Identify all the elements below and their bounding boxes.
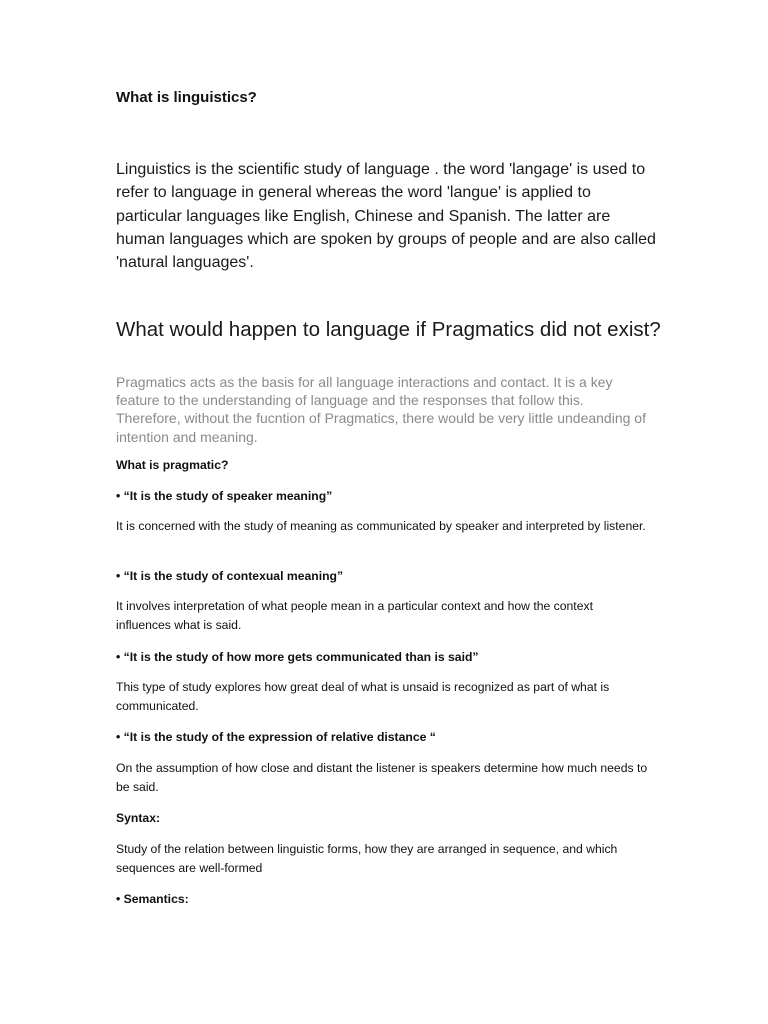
section-paragraph: Pragmatics acts as the basis for all language interactions and contact. It is a key feature to the understanding of language and the responses that follow this. Therefore, without the fucntion of Pragmatics, there would be very little undeanding of intention and meaning. — [116, 374, 646, 445]
intro-paragraph: Linguistics is the scientific study of language . the word 'langage' is used to refer to language in general whereas the word 'langue' is applied to particular languages like English, Chinese and Spanish. The latter are human languages which are spoken by groups of people and are also called 'natural languages'. — [116, 161, 656, 272]
text-contextual-meaning: It involves interpretation of what people mean in a particular context and how the context influences what is said. — [116, 599, 593, 632]
bullet-relative-distance: • “It is the study of the expression of relative distance “ — [116, 730, 436, 744]
semantics-heading: • Semantics: — [116, 892, 189, 906]
bullet-more-communicated: • “It is the study of how more gets communicated than is said” — [116, 650, 479, 664]
syntax-paragraph: Study of the relation between linguistic forms, how they are arranged in sequence, and which sequences are well-formed — [116, 842, 618, 875]
pragmatic-heading: What is pragmatic? — [116, 458, 229, 472]
section-heading: What would happen to language if Pragmatics did not exist? — [116, 318, 661, 341]
text-relative-distance: On the assumption of how close and distant the listener is speakers determine how much needs to be said. — [116, 761, 648, 794]
syntax-heading: Syntax: — [116, 811, 161, 825]
bullet-contextual-meaning: • “It is the study of contexual meaning” — [116, 569, 344, 583]
bullet-speaker-meaning: • “It is the study of speaker meaning” — [116, 489, 333, 503]
title-heading: What is linguistics? — [116, 89, 257, 106]
text-speaker-meaning: It is concerned with the study of meaning as communicated by speaker and interpreted by listener. — [116, 519, 646, 533]
text-more-communicated: This type of study explores how great deal of what is unsaid is recognized as part of what is communicated. — [116, 680, 610, 713]
